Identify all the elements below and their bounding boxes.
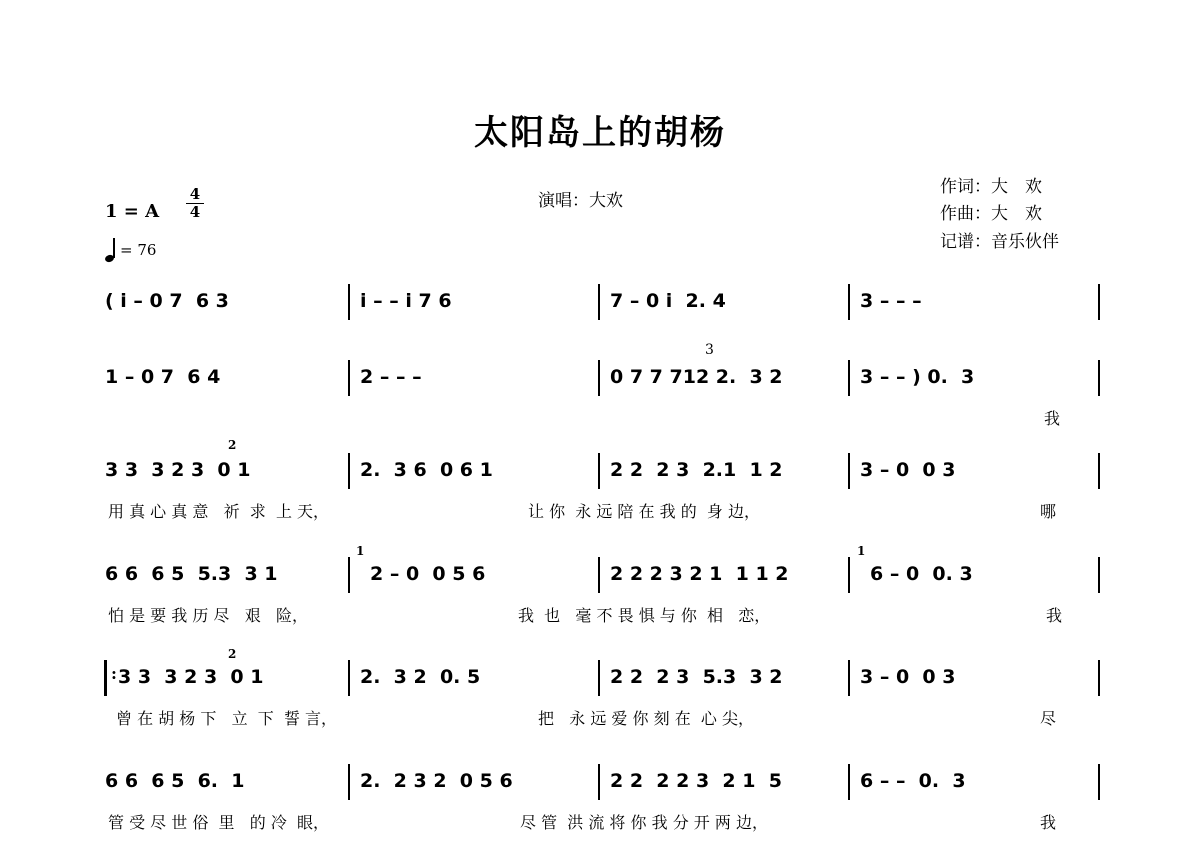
transcriber-credit: 记谱：音乐伙伴 [940, 232, 1059, 252]
measure: 3 3 3 2 3 0 1 [118, 666, 264, 688]
lyric-text: 把 永 远 爱 你 刻 在 心 尖， [538, 709, 754, 728]
measure: 7 – 0 i 2. 4 [610, 290, 726, 312]
grace-note: 2 [228, 647, 237, 661]
barline [1098, 284, 1100, 320]
volta-mark: 1 [356, 544, 365, 558]
measure: 1 – 0 7 6 4 [105, 366, 221, 388]
barline [848, 764, 850, 800]
barline [348, 284, 350, 320]
barline [848, 453, 850, 489]
measure: 3 – – – [860, 290, 922, 312]
measure: 6 6 6 5 5.3 3 1 [105, 563, 278, 585]
measure: 3 – 0 0 3 [860, 459, 956, 481]
time-signature-top: 4 [189, 185, 201, 203]
barline [848, 557, 850, 593]
measure: 2. 3 6 0 6 1 [360, 459, 493, 481]
barline [348, 557, 350, 593]
barline [848, 284, 850, 320]
measure: 3 – 0 0 3 [860, 666, 956, 688]
volta-mark: 1 [857, 544, 866, 558]
lyric-text: 我 [1046, 606, 1063, 625]
lyric-text: 曾 在 胡 杨 下 立 下 誓 言， [116, 709, 338, 728]
measure: 2. 2 3 2 0 5 6 [360, 770, 513, 792]
measure: 2 – 0 0 5 6 [370, 563, 486, 585]
measure: 6 6 6 5 6. 1 [105, 770, 245, 792]
repeat-dots: : [111, 664, 117, 683]
measure: 2 2 2 3 2 1 1 1 2 [610, 563, 789, 585]
measure: 2 2 2 3 5.3 3 2 [610, 666, 783, 688]
barline [598, 360, 600, 396]
lyric-text: 让 你 永 远 陪 在 我 的 身 边， [528, 502, 760, 521]
time-signature-bottom: 4 [186, 203, 204, 221]
triplet-mark: 3 [705, 342, 714, 358]
measure: 0 7 7 712 2. 3 2 [610, 366, 783, 388]
song-title: 太阳岛上的胡杨 [474, 113, 726, 153]
grace-note: 2 [228, 438, 237, 452]
lyric-text: 怕 是 要 我 历 尽 艰 险， [108, 606, 308, 625]
barline [848, 660, 850, 696]
measure: ( i – 0 7 6 3 [105, 290, 229, 312]
lyric-text: 哪 [1040, 502, 1057, 521]
measure: 6 – 0 0. 3 [870, 563, 973, 585]
barline [598, 660, 600, 696]
barline [1098, 360, 1100, 396]
barline [598, 764, 600, 800]
lyric-text: 我 [1044, 409, 1061, 428]
lyric-text: 尽 [1040, 709, 1057, 728]
repeat-start-barline [104, 660, 107, 696]
barline [1098, 557, 1100, 593]
barline [598, 453, 600, 489]
lyric-text: 我 也 毫 不 畏 惧 与 你 相 恋， [518, 606, 771, 625]
measure: 2 2 2 3 2.1 1 2 [610, 459, 783, 481]
tempo-value: = 76 [120, 241, 157, 259]
barline [848, 360, 850, 396]
barline [348, 660, 350, 696]
barline [348, 453, 350, 489]
lyric-text: 我 [1040, 813, 1057, 832]
barline [1098, 660, 1100, 696]
measure: 3 – – ) 0. 3 [860, 366, 975, 388]
barline [1098, 453, 1100, 489]
key-signature: 1 = A [105, 201, 160, 222]
measure: 6 – – 0. 3 [860, 770, 966, 792]
lyricist-credit: 作词：大 欢 [940, 177, 1042, 197]
barline [1098, 764, 1100, 800]
measure: 2. 3 2 0. 5 [360, 666, 481, 688]
barline [598, 557, 600, 593]
measure: 3 3 3 2 3 0 1 [105, 459, 251, 481]
measure: 2 – – – [360, 366, 422, 388]
lyric-text: 管 受 尽 世 俗 里 的 冷 眼， [108, 813, 330, 832]
measure: i – – i 7 6 [360, 290, 452, 312]
barline [598, 284, 600, 320]
measure: 2 2 2 2 3 2 1 5 [610, 770, 782, 792]
barline [348, 360, 350, 396]
lyric-text: 用 真 心 真 意 祈 求 上 天， [108, 502, 330, 521]
composer-credit: 作曲：大 欢 [940, 204, 1042, 224]
singer-credit: 演唱：大欢 [538, 191, 623, 211]
lyric-text: 尽 管 洪 流 将 你 我 分 开 两 边， [520, 813, 768, 832]
barline [348, 764, 350, 800]
